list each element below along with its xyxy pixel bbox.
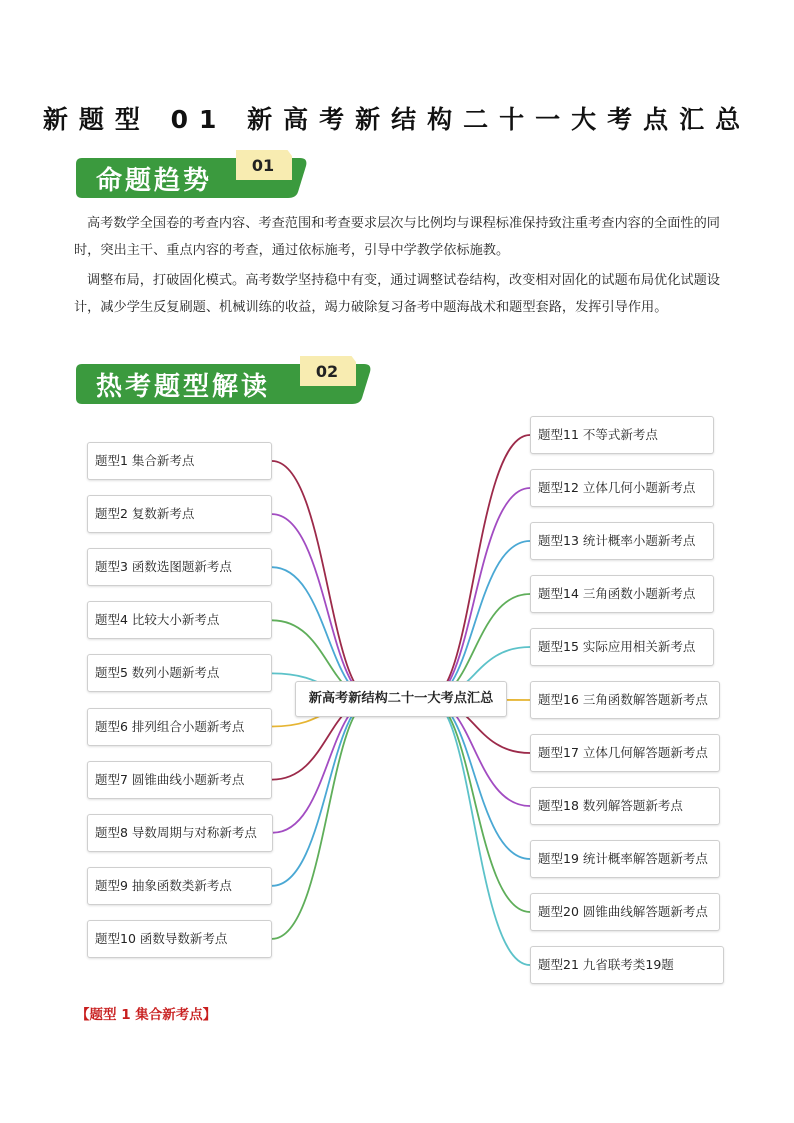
mindmap-node-right: 题型15 实际应用相关新考点 <box>530 628 714 666</box>
mindmap-node-right: 题型12 立体几何小题新考点 <box>530 469 714 507</box>
mindmap-node-right: 题型11 不等式新考点 <box>530 416 714 454</box>
connector-right <box>429 435 530 699</box>
paragraph-1: 高考数学全国卷的考查内容、考查范围和考查要求层次与比例均与课程标准保持致注重考查内容的全面性的同时，突出主干、重点内容的考查，通过依标施考，引导中学教学依标施教。 <box>74 216 720 258</box>
mindmap-node-right: 题型16 三角函数解答题新考点 <box>530 681 720 719</box>
connector-left <box>272 567 373 699</box>
mindmap-node-right: 题型13 统计概率小题新考点 <box>530 522 714 560</box>
banner-number: 01 <box>251 156 275 175</box>
banner-number: 02 <box>315 362 339 381</box>
section-banner-hot-topics <box>74 356 374 406</box>
mindmap-node-left: 题型7 圆锥曲线小题新考点 <box>87 761 272 799</box>
mindmap-node-right: 题型14 三角函数小题新考点 <box>530 575 714 613</box>
connector-left <box>272 461 373 699</box>
mindmap-node-right: 题型17 立体几何解答题新考点 <box>530 734 720 772</box>
mindmap-node-left: 题型6 排列组合小题新考点 <box>87 708 272 746</box>
connector-right <box>429 699 530 859</box>
banner-label: 热考题型解读 <box>96 372 271 402</box>
mindmap-node-right: 题型20 圆锥曲线解答题新考点 <box>530 893 720 931</box>
mindmap-center-node: 新高考新结构二十一大考点汇总 <box>295 681 507 717</box>
connector-left <box>272 699 373 939</box>
mindmap-node-left: 题型1 集合新考点 <box>87 442 272 480</box>
paragraph-2: 调整布局，打破固化模式。高考数学坚持稳中有变，通过调整试卷结构，改变相对固化的试题布局优化试题设计，减少学生反复刷题、机械训练的收益，竭力破除复习备考中题海战术和题型套路，发挥引导作用。 <box>74 273 720 315</box>
connector-right <box>429 699 530 965</box>
page-title: 新题型 01 新高考新结构二十一大考点汇总 <box>42 105 752 134</box>
mindmap-node-left: 题型4 比较大小新考点 <box>87 601 272 639</box>
mindmap-node-left: 题型8 导数周期与对称新考点 <box>87 814 273 852</box>
connector-left <box>272 514 373 699</box>
mindmap-node-left: 题型10 函数导数新考点 <box>87 920 272 958</box>
banner-label: 命题趋势 <box>96 166 213 196</box>
connector-left <box>273 699 373 833</box>
connector-right <box>429 541 530 699</box>
mindmap-node-left: 题型9 抽象函数类新考点 <box>87 867 272 905</box>
connector-right <box>429 699 530 912</box>
mindmap-node-right: 题型21 九省联考类19题 <box>530 946 724 984</box>
section-heading: 【题型 1 集合新考点】 <box>76 1007 217 1023</box>
connector-right <box>429 488 530 699</box>
section-banner-trends <box>74 150 314 200</box>
mindmap-node-left: 题型5 数列小题新考点 <box>87 654 272 692</box>
mindmap-node-right: 题型18 数列解答题新考点 <box>530 787 720 825</box>
mindmap-node-left: 题型3 函数选图题新考点 <box>87 548 272 586</box>
mindmap-node-right: 题型19 统计概率解答题新考点 <box>530 840 720 878</box>
connector-left <box>272 699 373 886</box>
mindmap-node-left: 题型2 复数新考点 <box>87 495 272 533</box>
